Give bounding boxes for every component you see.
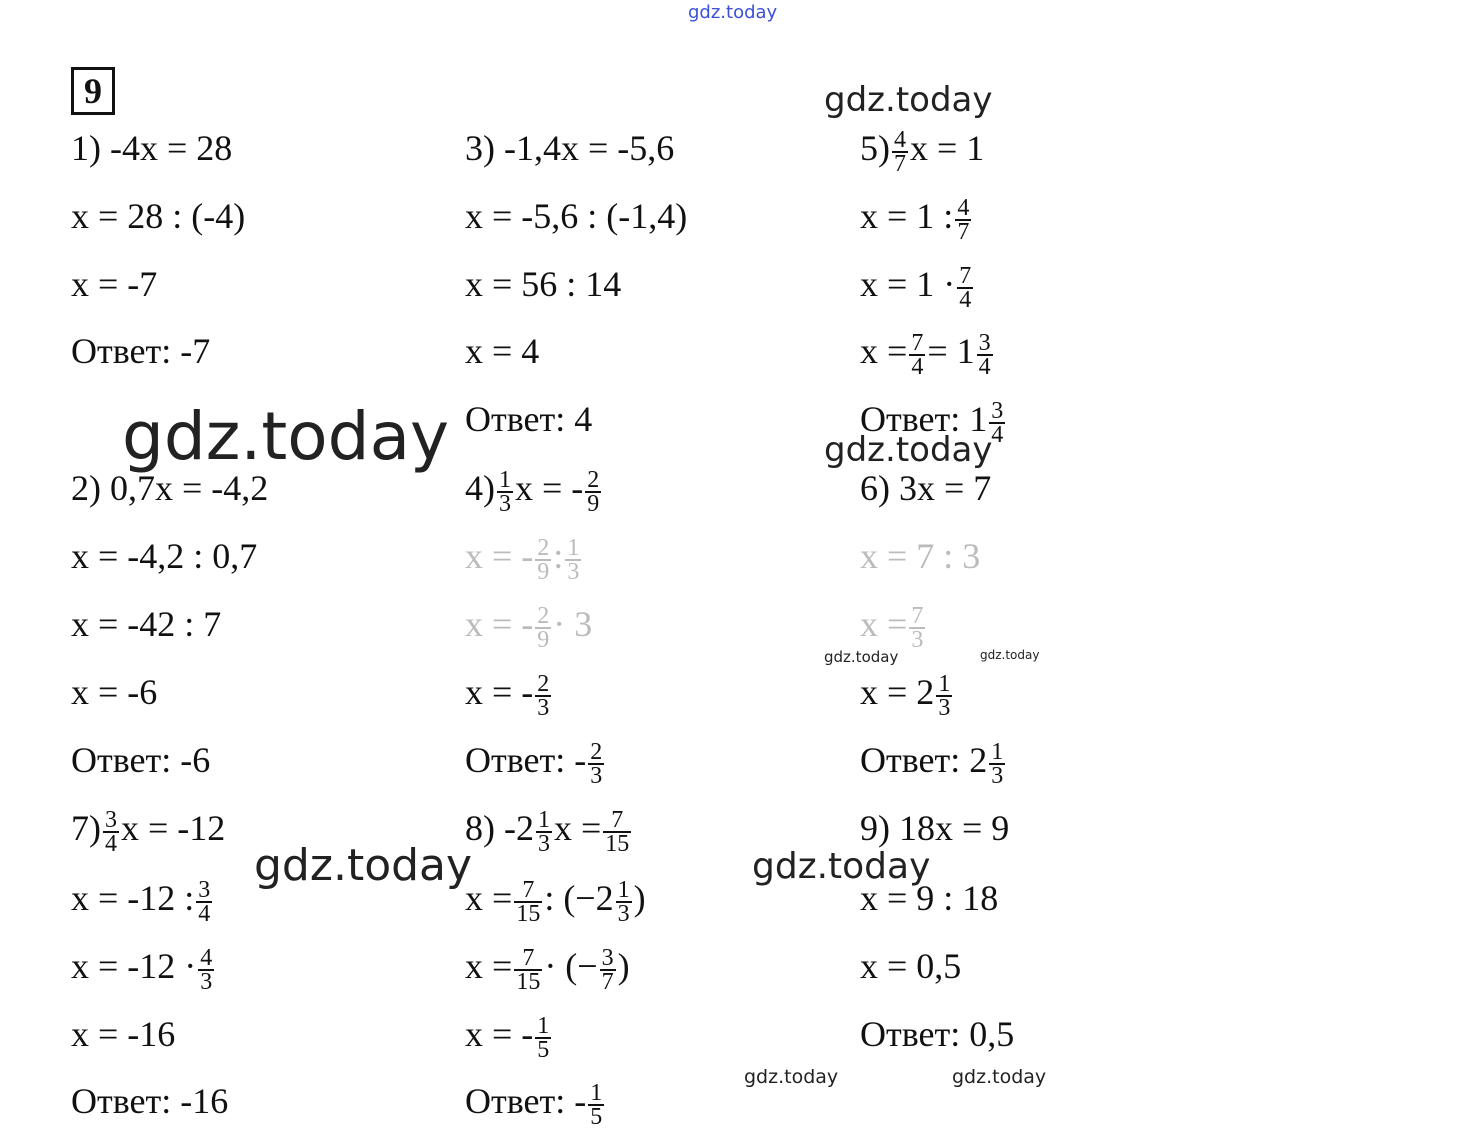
- equation-line: 1) -4x = 28: [71, 128, 233, 168]
- text: 4): [465, 468, 495, 508]
- text: x = -: [465, 1014, 534, 1054]
- denominator: 4: [978, 353, 991, 380]
- denominator: 9: [587, 490, 600, 517]
- numerator: 3: [978, 329, 991, 356]
- equation-line: [465, 602, 593, 653]
- numerator: 1: [991, 738, 1004, 765]
- equation-line: x = -16: [71, 1014, 176, 1054]
- numerator: 7: [959, 262, 972, 289]
- fraction: [989, 397, 1005, 448]
- denominator: 3: [991, 762, 1004, 789]
- equation-line: x = -4,2 : 0,7: [71, 536, 258, 576]
- equation-line: [860, 126, 985, 177]
- numerator: 1: [617, 876, 630, 903]
- equation-line: 3) -1,4x = -5,6: [465, 128, 675, 168]
- fraction: [585, 466, 601, 517]
- equation-line: [860, 194, 973, 245]
- equation-line: [465, 1012, 553, 1063]
- denominator: 9: [537, 558, 550, 585]
- fraction: [892, 126, 908, 177]
- fraction: [514, 876, 542, 927]
- fraction: [535, 534, 551, 585]
- text: x = -: [465, 604, 534, 644]
- watermark: gdz.today: [122, 398, 450, 475]
- equation-line: [465, 944, 630, 995]
- fraction: [989, 738, 1005, 789]
- watermark: gdz.today: [254, 840, 473, 891]
- denominator: 3: [537, 830, 550, 857]
- answer-line: [465, 1079, 606, 1130]
- equation-line: 6) 3x = 7: [860, 468, 992, 508]
- denominator: 3: [499, 490, 511, 517]
- text: x =: [860, 331, 908, 371]
- watermark: gdz.today: [824, 648, 899, 666]
- fraction: [535, 602, 551, 653]
- numerator: 1: [537, 806, 550, 833]
- denominator: 15: [516, 968, 541, 995]
- fraction: [936, 670, 952, 721]
- text: 5): [860, 128, 890, 168]
- watermark: gdz.today: [752, 846, 931, 887]
- denominator: 3: [537, 694, 550, 721]
- text: x =: [465, 946, 513, 986]
- text: x = 2: [860, 672, 935, 712]
- text: x =: [465, 878, 513, 918]
- fraction: [536, 806, 552, 857]
- text: x = -12 ·: [71, 946, 197, 986]
- equation-line: [71, 944, 216, 995]
- answer-line: Ответ: -7: [71, 331, 211, 371]
- numerator: 3: [105, 806, 117, 833]
- answer-line: Ответ: 0,5: [860, 1014, 1015, 1054]
- numerator: 4: [200, 944, 213, 971]
- fraction: [497, 466, 513, 517]
- numerator: 3: [991, 397, 1004, 424]
- denominator: 7: [957, 218, 970, 245]
- denominator: 4: [198, 900, 211, 927]
- numerator: 2: [587, 466, 600, 493]
- equation-line: 9) 18x = 9: [860, 808, 1010, 848]
- text: x =: [553, 808, 602, 848]
- task-number: 9: [71, 67, 115, 115]
- numerator: 7: [514, 947, 542, 971]
- denominator: 7: [601, 968, 614, 995]
- equation-line: x = -42 : 7: [71, 604, 222, 644]
- text: x = 1: [910, 128, 985, 168]
- text: Ответ: 1: [860, 399, 988, 439]
- text: · (−: [544, 946, 598, 986]
- text: : (−2: [544, 878, 614, 918]
- answer-line: [465, 738, 606, 789]
- numerator: 7: [514, 879, 542, 903]
- equation-line: x = -7: [71, 264, 158, 304]
- fraction: [957, 262, 973, 313]
- answer-line: [860, 397, 1007, 448]
- denominator: 4: [959, 286, 972, 313]
- answer-line: Ответ: -16: [71, 1081, 229, 1121]
- text: x = -: [515, 468, 584, 508]
- watermark: gdz.today: [824, 430, 993, 470]
- denominator: 4: [105, 830, 117, 857]
- numerator: 1: [499, 466, 511, 493]
- numerator: 1: [590, 1079, 603, 1106]
- numerator: 7: [911, 329, 924, 356]
- equation-line: [860, 329, 995, 380]
- text: x = 1 :: [860, 196, 954, 236]
- denominator: 3: [938, 694, 951, 721]
- fraction: [955, 194, 971, 245]
- text: x =: [860, 604, 908, 644]
- denominator: 4: [991, 421, 1004, 448]
- fraction: [535, 670, 551, 721]
- fraction: [588, 738, 604, 789]
- text: ): [633, 878, 646, 918]
- equation-line: [465, 806, 633, 857]
- text: Ответ: -: [465, 740, 587, 780]
- fraction: [565, 534, 581, 585]
- equation-line: x = 0,5: [860, 946, 962, 986]
- text: 7): [71, 808, 101, 848]
- watermark: gdz.today: [824, 80, 993, 120]
- answer-line: Ответ: -6: [71, 740, 211, 780]
- equation-line: x = 56 : 14: [465, 264, 622, 304]
- fraction: [909, 602, 925, 653]
- denominator: 3: [567, 558, 580, 585]
- answer-line: Ответ: 4: [465, 399, 593, 439]
- text: x = -: [465, 536, 534, 576]
- numerator: 2: [537, 670, 550, 697]
- numerator: 1: [567, 534, 580, 561]
- denominator: 7: [894, 150, 906, 177]
- numerator: 4: [894, 126, 906, 153]
- fraction: [103, 806, 119, 857]
- text: x = -12 :: [71, 878, 195, 918]
- equation-line: x = 7 : 3: [860, 536, 981, 576]
- numerator: 2: [537, 534, 550, 561]
- fraction: [535, 1012, 551, 1063]
- denominator: 5: [537, 1036, 550, 1063]
- numerator: 1: [938, 670, 951, 697]
- denominator: 15: [605, 830, 630, 857]
- watermark-top: gdz.today: [688, 2, 778, 23]
- answer-line: [860, 738, 1007, 789]
- watermark: gdz.today: [744, 1066, 839, 1088]
- text: · 3: [553, 604, 593, 644]
- denominator: 3: [590, 762, 603, 789]
- numerator: 2: [590, 738, 603, 765]
- equation-line: [465, 466, 603, 517]
- equation-line: x = 9 : 18: [860, 878, 999, 918]
- numerator: 7: [603, 809, 631, 833]
- equation-line: x = -6: [71, 672, 158, 712]
- denominator: 5: [590, 1103, 603, 1130]
- denominator: 3: [617, 900, 630, 927]
- equation-line: [860, 670, 954, 721]
- text: x = -: [465, 672, 534, 712]
- equation-line: [860, 262, 975, 313]
- numerator: 3: [601, 944, 614, 971]
- equation-line: [465, 534, 583, 585]
- text: Ответ: -: [465, 1081, 587, 1121]
- text: x = -12: [121, 808, 226, 848]
- equation-line: x = 4: [465, 331, 540, 371]
- denominator: 15: [516, 900, 541, 927]
- denominator: 9: [537, 626, 550, 653]
- numerator: 2: [537, 602, 550, 629]
- fraction: [600, 944, 616, 995]
- fraction: [603, 806, 631, 857]
- fraction: [616, 876, 632, 927]
- text: :: [553, 536, 564, 576]
- equation-line: x = 28 : (-4): [71, 196, 246, 236]
- numerator: 1: [537, 1012, 550, 1039]
- text: x = 1 ·: [860, 264, 956, 304]
- equation-line: [71, 876, 214, 927]
- equation-line: [71, 806, 226, 857]
- numerator: 3: [198, 876, 211, 903]
- fraction: [196, 876, 212, 927]
- fraction: [514, 944, 542, 995]
- equation-line: x = -5,6 : (-1,4): [465, 196, 688, 236]
- equation-line: 2) 0,7x = -4,2: [71, 468, 269, 508]
- text: = 1: [927, 331, 975, 371]
- fraction: [588, 1079, 604, 1130]
- watermark: gdz.today: [980, 648, 1040, 662]
- text: ): [617, 946, 630, 986]
- numerator: 4: [957, 194, 970, 221]
- watermark: gdz.today: [952, 1066, 1047, 1088]
- text: 8) -2: [465, 808, 534, 848]
- equation-line: [465, 876, 646, 927]
- fraction: [198, 944, 214, 995]
- equation-line: [465, 670, 553, 721]
- numerator: 7: [911, 602, 924, 629]
- fraction: [909, 329, 925, 380]
- equation-line: [860, 602, 927, 653]
- denominator: 3: [911, 626, 924, 653]
- fraction: [977, 329, 993, 380]
- denominator: 3: [200, 968, 213, 995]
- denominator: 4: [911, 353, 924, 380]
- text: Ответ: 2: [860, 740, 988, 780]
